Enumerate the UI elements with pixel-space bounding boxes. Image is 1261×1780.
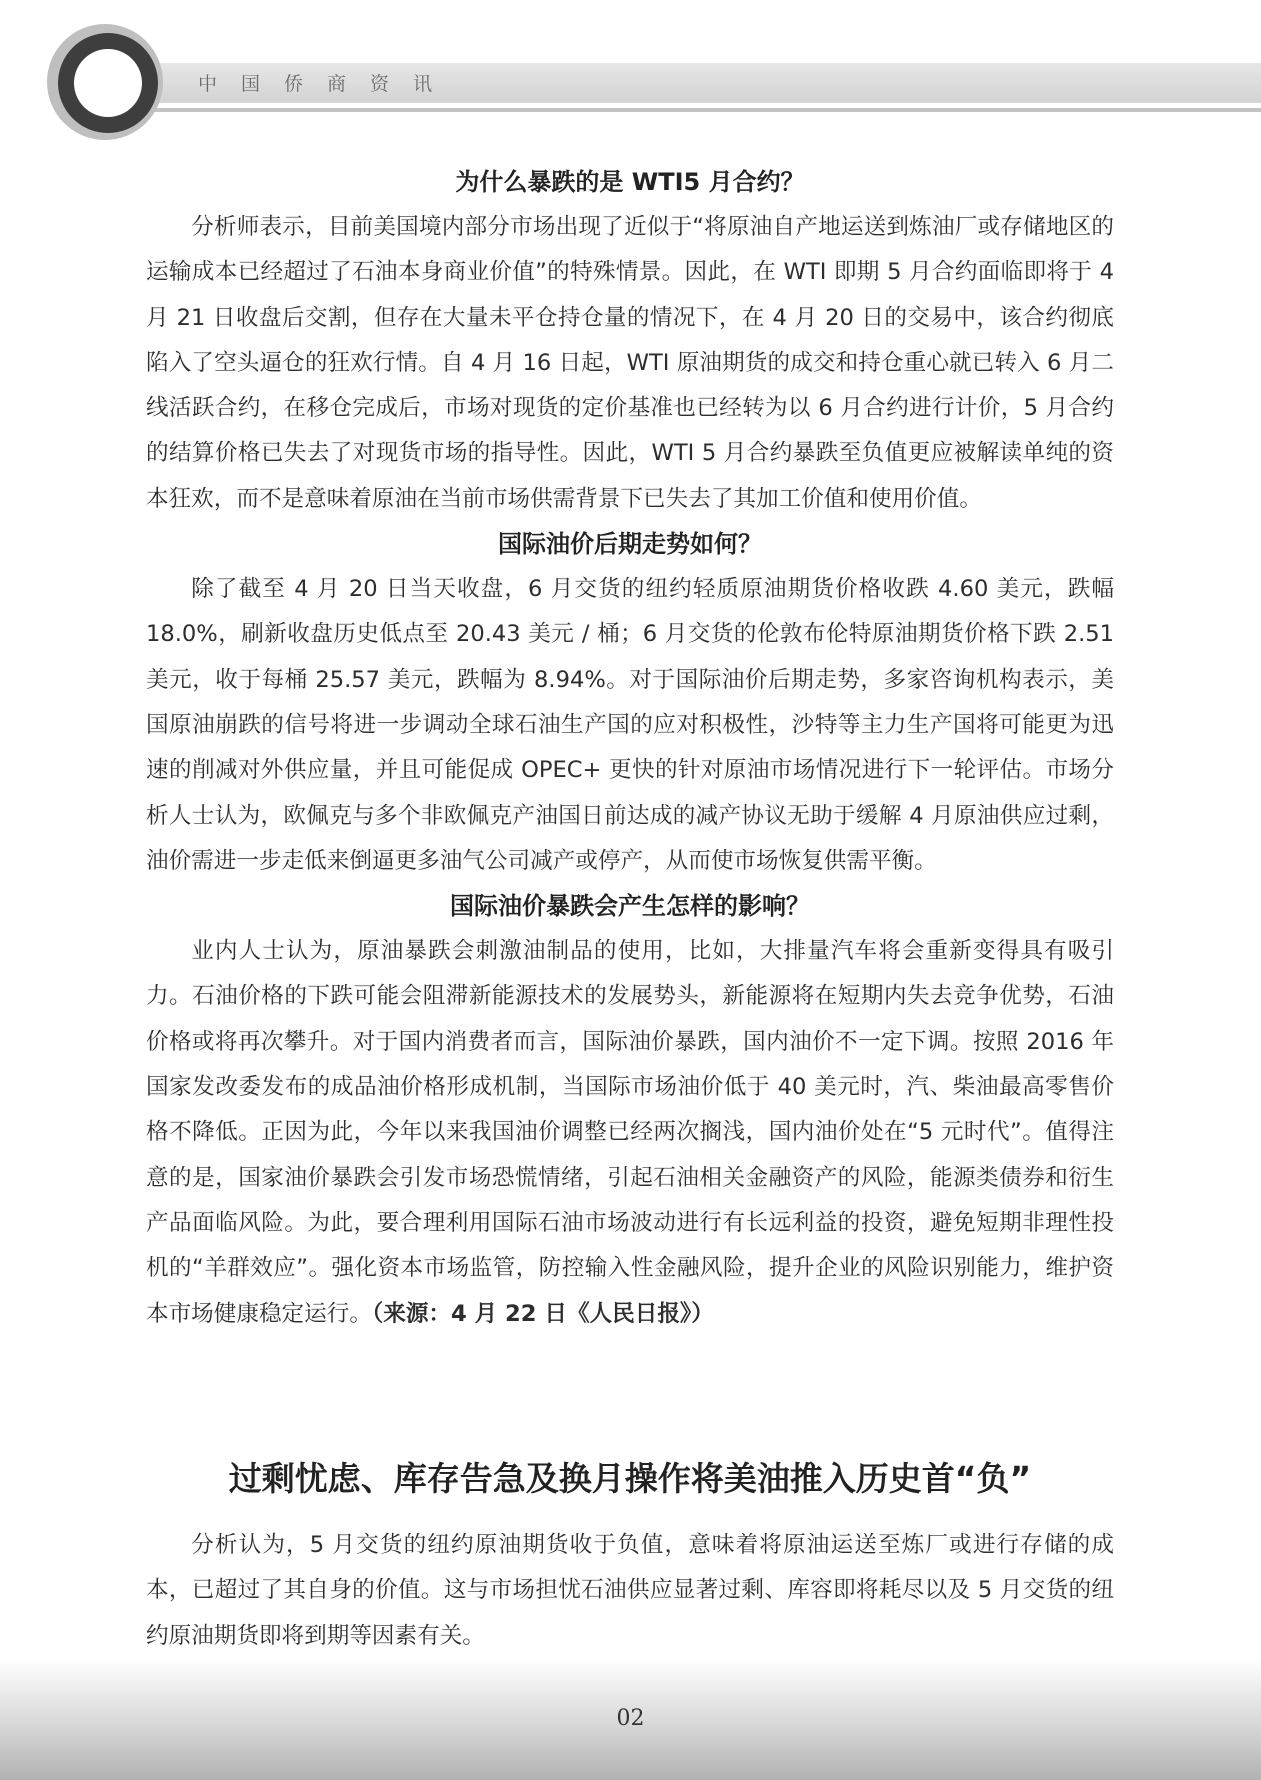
section-paragraph: 除了截至 4 月 20 日当天收盘，6 月交货的纽约轻质原油期货价格收跌 4.60 美元，跌幅 18.0%，刷新收盘历史低点至 20.43 美元 / 桶；6 月交货的伦敦布伦特原油期货价格下跌 2.51 美元，收于每桶 25.57 美元，跌幅为 8.94%。对于国际油价后期走势，多家咨询机构表示，美国原油崩跌的信号将进一步调动全球石油生产国的应对积极性，沙特等主力生产国将可能更为迅速的削减对外供应量，并且可能促成 OPEC+ 更快的针对原油市场情况进行下一轮评估。市场分析人士认为，欧佩克与多个非欧佩克产油国日前达成的减产协议无助于缓解 4 月原油供应过剩，油价需进一步走低来倒逼更多油气公司减产或停产，从而使市场恢复供需平衡。 bbox=[146, 576, 1114, 874]
logo-icon bbox=[28, 10, 188, 150]
article-paragraph: 分析认为，5 月交货的纽约原油期货收于负值，意味着将原油运送至炼厂或进行存储的成本，已超过了其自身的价值。这与市场担忧石油供应显著过剩、库容即将耗尽以及 5 月交货的纽约原油期货即将到期等因素有关。 bbox=[146, 1532, 1114, 1649]
article-body bbox=[146, 160, 1114, 1337]
source-citation: （来源：4 月 22 日《人民日报》） bbox=[371, 1300, 714, 1327]
section-heading: 国际油价暴跌会产生怎样的影响？ bbox=[450, 892, 810, 921]
section-paragraph: 分析师表示，目前美国境内部分市场出现了近似于“将原油自产地运送到炼油厂或存储地区的运输成本已经超过了石油本身商业价值”的特殊情景。因此，在 WTI 即期 5 月合约面临即将于 4 月 21 日收盘后交割，但存在大量未平仓持仓量的情况下，在 4 月 20 日的交易中，该合约彻底陷入了空头逼仓的狂欢行情。自 4 月 16 日起，WTI 原油期货的成交和持仓重心就已转入 6 月二线活跃合约，在移仓完成后，市场对现货的定价基准也已经转为以 6 月合约进行计价，5 月合约的结算价格已失去了对现货市场的指导性。因此，WTI 5 月合约暴跌至负值更应被解读单纯的资本狂欢，而不是意味着原油在当前市场供需背景下已失去了其加工价值和使用价值。 bbox=[146, 214, 1114, 512]
section-paragraph-text: 业内人士认为，原油暴跌会刺激油制品的使用，比如，大排量汽车将会重新变得具有吸引力。石油价格的下跌可能会阻滞新能源技术的发展势头，新能源将在短期内失去竞争优势，石油价格或将再次攀升。对于国内消费者而言，国际油价暴跌，国内油价不一定下调。按照 2016 年国家发改委发布的成品油价格形成机制，当国际市场油价低于 40 美元时，汽、柴油最高零售价格不降低。正因为此，今年以来我国油价调整已经两次搁浅，国内油价处在“5 元时代”。值得注意的是，国家油价暴跌会引发市场恐慌情绪，引起石油相关金融资产的风险，能源类债券和衍生产品面临风险。为此，要合理利用国际石油市场波动进行有长远利益的投资，避免短期非理性投机的“羊群效应”。强化资本市场监管，防控输入性金融风险，提升企业的风险识别能力，维护资本市场健康稳定运行。 bbox=[146, 938, 1114, 1327]
publication-title: 中国侨商资讯 bbox=[198, 73, 457, 95]
page-number: 02 bbox=[616, 1706, 645, 1731]
section-paragraph bbox=[146, 929, 1114, 1337]
article-title: 过剩忧虑、库存告急及换月操作将美油推入历史首“负” bbox=[228, 1459, 1032, 1498]
section-heading: 为什么暴跌的是 WTI5 月合约？ bbox=[455, 168, 805, 196]
logo-emblem bbox=[28, 10, 188, 150]
section-heading: 国际油价后期走势如何？ bbox=[498, 530, 762, 559]
article-intro bbox=[146, 1523, 1114, 1659]
header-divider bbox=[150, 108, 1261, 112]
